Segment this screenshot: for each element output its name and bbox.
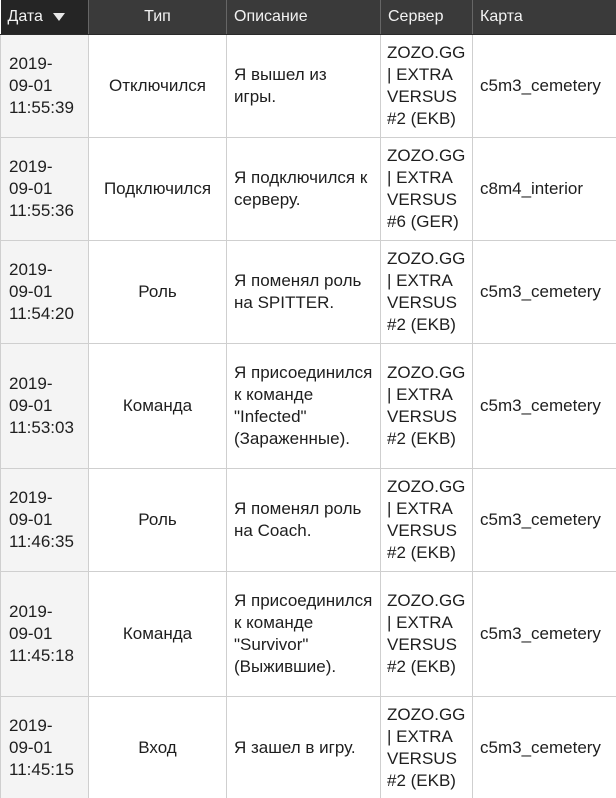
cell-description: Я поменял роль на Coach. — [227, 469, 381, 572]
cell-type: Команда — [89, 572, 227, 697]
column-header-map-label: Карта — [480, 8, 523, 25]
date-year: 2019- — [9, 260, 53, 279]
cell-server: ZOZO.GG | EXTRA VERSUS #2 (EKB) — [381, 241, 473, 344]
column-header-description[interactable] — [227, 0, 381, 35]
cell-type: Команда — [89, 344, 227, 469]
column-header-map[interactable] — [473, 0, 616, 35]
cell-server: ZOZO.GG | EXTRA VERSUS #2 (EKB) — [381, 344, 473, 469]
table-row — [1, 697, 616, 798]
cell-server: ZOZO.GG | EXTRA VERSUS #2 (EKB) — [381, 35, 473, 138]
table-row — [1, 572, 616, 697]
date-day: 09-01 — [9, 282, 53, 301]
column-header-date[interactable] — [1, 0, 89, 35]
cell-map: c5m3_cemetery — [473, 572, 616, 697]
date-time: 11:55:36 — [9, 201, 74, 220]
table-body — [1, 35, 616, 798]
cell-map: c5m3_cemetery — [473, 469, 616, 572]
cell-type: Подключился — [89, 138, 227, 241]
date-year: 2019- — [9, 374, 53, 393]
cell-map: c5m3_cemetery — [473, 35, 616, 138]
cell-map: c5m3_cemetery — [473, 344, 616, 469]
date-year: 2019- — [9, 488, 53, 507]
table-row — [1, 469, 616, 572]
cell-type: Вход — [89, 697, 227, 798]
cell-type: Роль — [89, 241, 227, 344]
cell-server: ZOZO.GG | EXTRA VERSUS #6 (GER) — [381, 138, 473, 241]
date-time: 11:54:20 — [9, 304, 74, 323]
date-year: 2019- — [9, 54, 53, 73]
date-day: 09-01 — [9, 510, 53, 529]
date-time: 11:45:15 — [9, 760, 74, 779]
date-day: 09-01 — [9, 624, 53, 643]
date-day: 09-01 — [9, 738, 53, 757]
cell-date — [1, 697, 89, 798]
cell-server: ZOZO.GG | EXTRA VERSUS #2 (EKB) — [381, 697, 473, 798]
column-header-server-label: Сервер — [388, 8, 444, 25]
table-row — [1, 241, 616, 344]
date-year: 2019- — [9, 602, 53, 621]
cell-type: Отключился — [89, 35, 227, 138]
cell-date — [1, 344, 89, 469]
date-time: 11:45:18 — [9, 646, 74, 665]
date-day: 09-01 — [9, 179, 53, 198]
column-header-type[interactable] — [89, 0, 227, 35]
header-row — [1, 0, 616, 35]
cell-map: c8m4_interior — [473, 138, 616, 241]
cell-description: Я подключился к серверу. — [227, 138, 381, 241]
table-header — [1, 0, 616, 35]
cell-type: Роль — [89, 469, 227, 572]
date-time: 11:55:39 — [9, 98, 74, 117]
cell-date — [1, 469, 89, 572]
date-time: 11:53:03 — [9, 418, 74, 437]
cell-server: ZOZO.GG | EXTRA VERSUS #2 (EKB) — [381, 469, 473, 572]
date-time: 11:46:35 — [9, 532, 74, 551]
cell-date — [1, 35, 89, 138]
cell-description: Я поменял роль на SPITTER. — [227, 241, 381, 344]
cell-date — [1, 241, 89, 344]
cell-map: c5m3_cemetery — [473, 241, 616, 344]
column-header-description-label: Описание — [234, 8, 308, 25]
date-year: 2019- — [9, 157, 53, 176]
sort-desc-icon[interactable] — [53, 13, 65, 21]
cell-server: ZOZO.GG | EXTRA VERSUS #2 (EKB) — [381, 572, 473, 697]
column-header-type-label: Тип — [144, 8, 171, 25]
column-header-date-label: Дата — [7, 8, 43, 25]
cell-description: Я вышел из игры. — [227, 35, 381, 138]
date-year: 2019- — [9, 716, 53, 735]
table-row — [1, 138, 616, 241]
cell-description: Я присоединился к команде "Infected" (Зараженные). — [227, 344, 381, 469]
cell-map: c5m3_cemetery — [473, 697, 616, 798]
cell-description: Я присоединился к команде "Survivor" (Выжившие). — [227, 572, 381, 697]
cell-date — [1, 572, 89, 697]
cell-description: Я зашел в игру. — [227, 697, 381, 798]
date-day: 09-01 — [9, 396, 53, 415]
table-row — [1, 344, 616, 469]
cell-date — [1, 138, 89, 241]
date-day: 09-01 — [9, 76, 53, 95]
table-row — [1, 35, 616, 138]
column-header-server[interactable] — [381, 0, 473, 35]
